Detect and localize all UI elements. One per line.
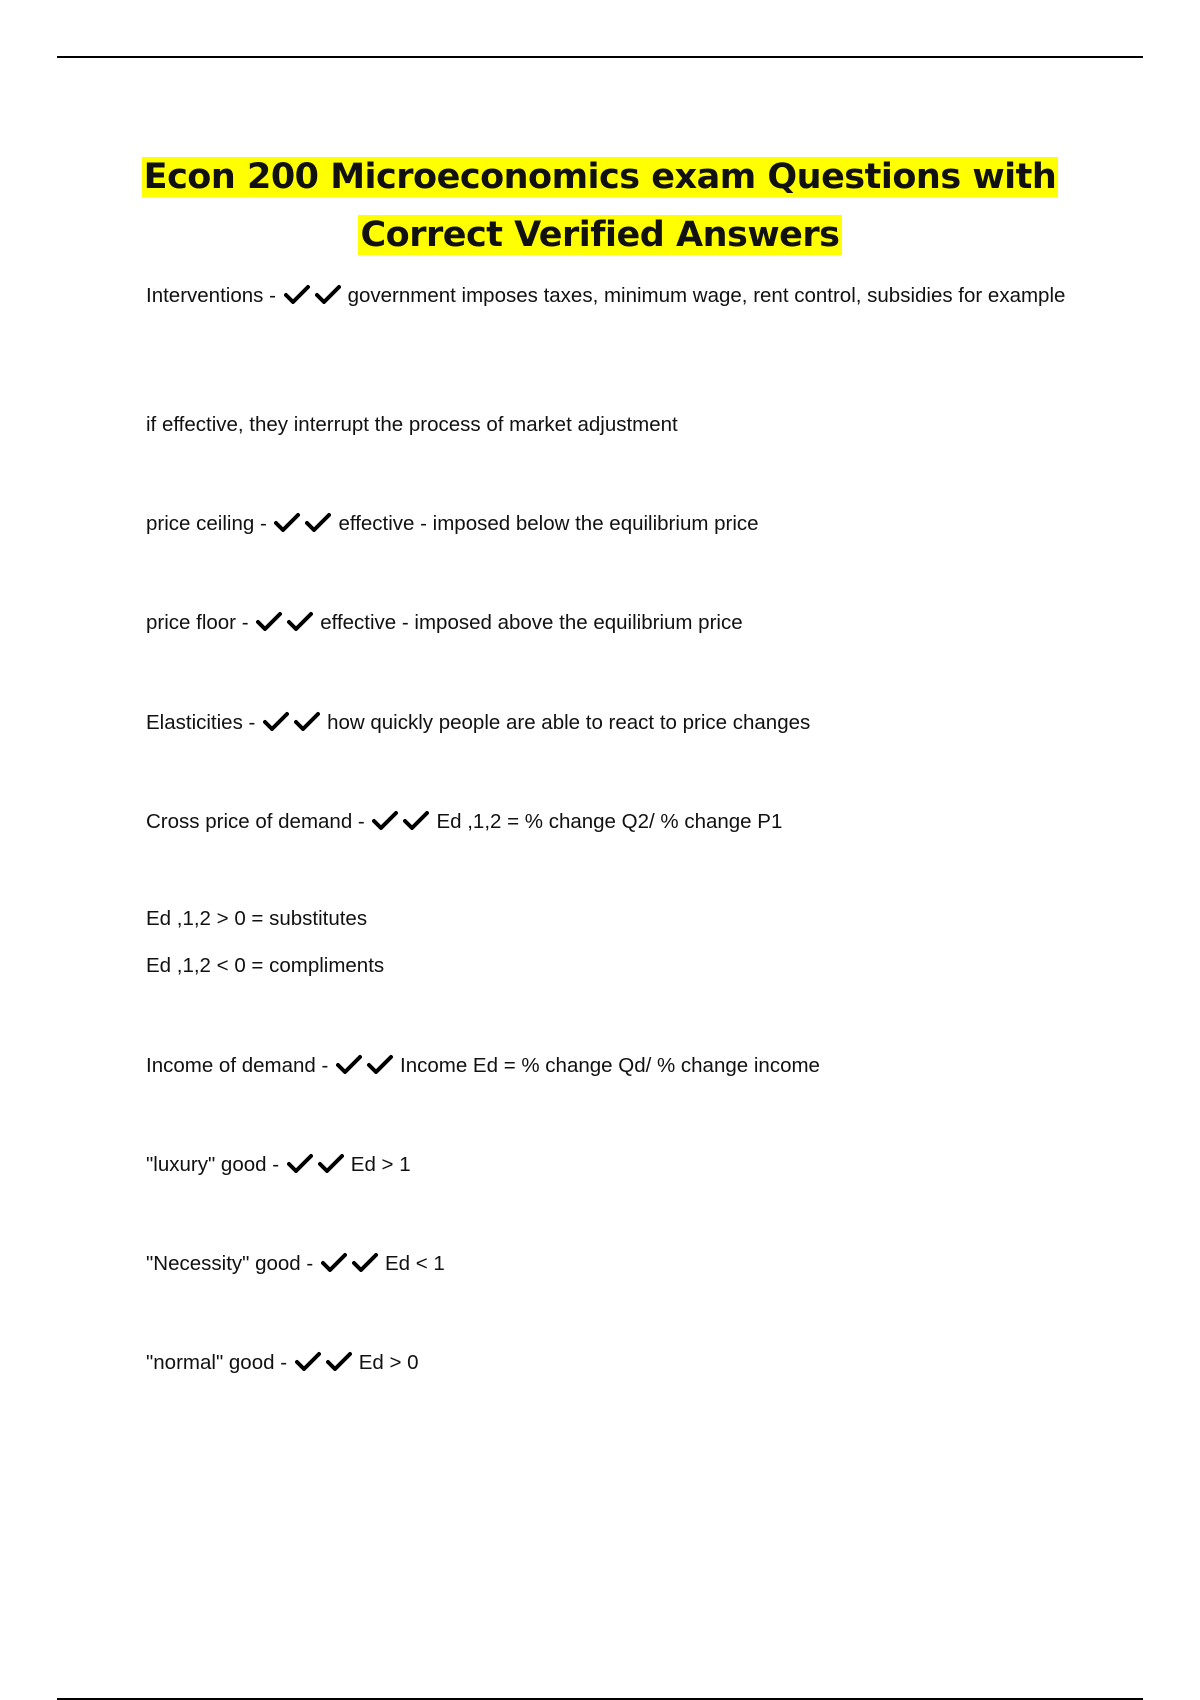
entry-answer: Ed > 0 [358, 1351, 419, 1374]
entry-term: "Necessity" good - [146, 1252, 319, 1275]
entry-answer: Ed < 1 [384, 1252, 445, 1275]
qa-entry-text [146, 949, 1066, 982]
title-line-2: Correct Verified Answers [360, 215, 840, 255]
check-mark-icon [367, 1054, 393, 1074]
qa-entry-interventions [146, 279, 1066, 312]
entry-text: if effective, they interrupt the process of market adjustment [146, 413, 678, 436]
check-mark-icon [295, 1351, 321, 1371]
check-mark-icon [284, 284, 310, 304]
header-rule [57, 56, 1143, 58]
entry-answer: Income Ed = % change Qd/ % change income [400, 1054, 820, 1077]
entry-answer: government imposes taxes, minimum wage, rent control, subsidies for example [347, 284, 1066, 307]
entry-answer: effective - imposed above the equilibrium price [320, 611, 743, 634]
entry-answer: Ed > 1 [350, 1153, 411, 1176]
entry-text: Ed ,1,2 > 0 = substitutes [146, 907, 368, 930]
entry-term: Cross price of demand - [146, 810, 371, 833]
entry-term: Interventions - [146, 284, 282, 307]
check-mark-icon [326, 1351, 352, 1371]
check-mark-icon [305, 512, 331, 532]
qa-entry-price-floor [146, 606, 1066, 639]
qa-entry-text [146, 902, 1066, 935]
qa-entry-normal [146, 1346, 1066, 1379]
entry-term: "luxury" good - [146, 1153, 285, 1176]
check-mark-icon [352, 1252, 378, 1272]
entry-term: price floor - [146, 611, 255, 634]
entry-term: Income of demand - [146, 1054, 335, 1077]
check-mark-icon [263, 711, 289, 731]
check-mark-icon [256, 611, 282, 631]
entry-answer: effective - imposed below the equilibrium price [338, 512, 759, 535]
entry-answer: Ed ,1,2 = % change Q2/ % change P1 [436, 810, 783, 833]
qa-entry-price-ceiling [146, 507, 1066, 540]
page-title [0, 148, 1200, 264]
qa-entry-text [146, 408, 1066, 441]
entry-term: price ceiling - [146, 512, 273, 535]
check-mark-icon [287, 611, 313, 631]
check-mark-icon [315, 284, 341, 304]
title-line-1: Econ 200 Microeconomics exam Questions with [143, 157, 1057, 197]
qa-entry-necessity [146, 1247, 1066, 1280]
entry-term: Elasticities - [146, 711, 262, 734]
check-mark-icon [403, 810, 429, 830]
check-mark-icon [294, 711, 320, 731]
qa-entry-income [146, 1049, 1066, 1082]
qa-entry-elasticities [146, 706, 1066, 739]
entry-text: Ed ,1,2 < 0 = compliments [146, 954, 385, 977]
entry-term: "normal" good - [146, 1351, 293, 1374]
qa-entry-luxury [146, 1148, 1066, 1181]
entry-answer: how quickly people are able to react to price changes [327, 711, 811, 734]
qa-entry-cross-price [146, 805, 1066, 838]
check-mark-icon [318, 1153, 344, 1173]
check-mark-icon [372, 810, 398, 830]
check-mark-icon [336, 1054, 362, 1074]
check-mark-icon [274, 512, 300, 532]
check-mark-icon [287, 1153, 313, 1173]
check-mark-icon [321, 1252, 347, 1272]
